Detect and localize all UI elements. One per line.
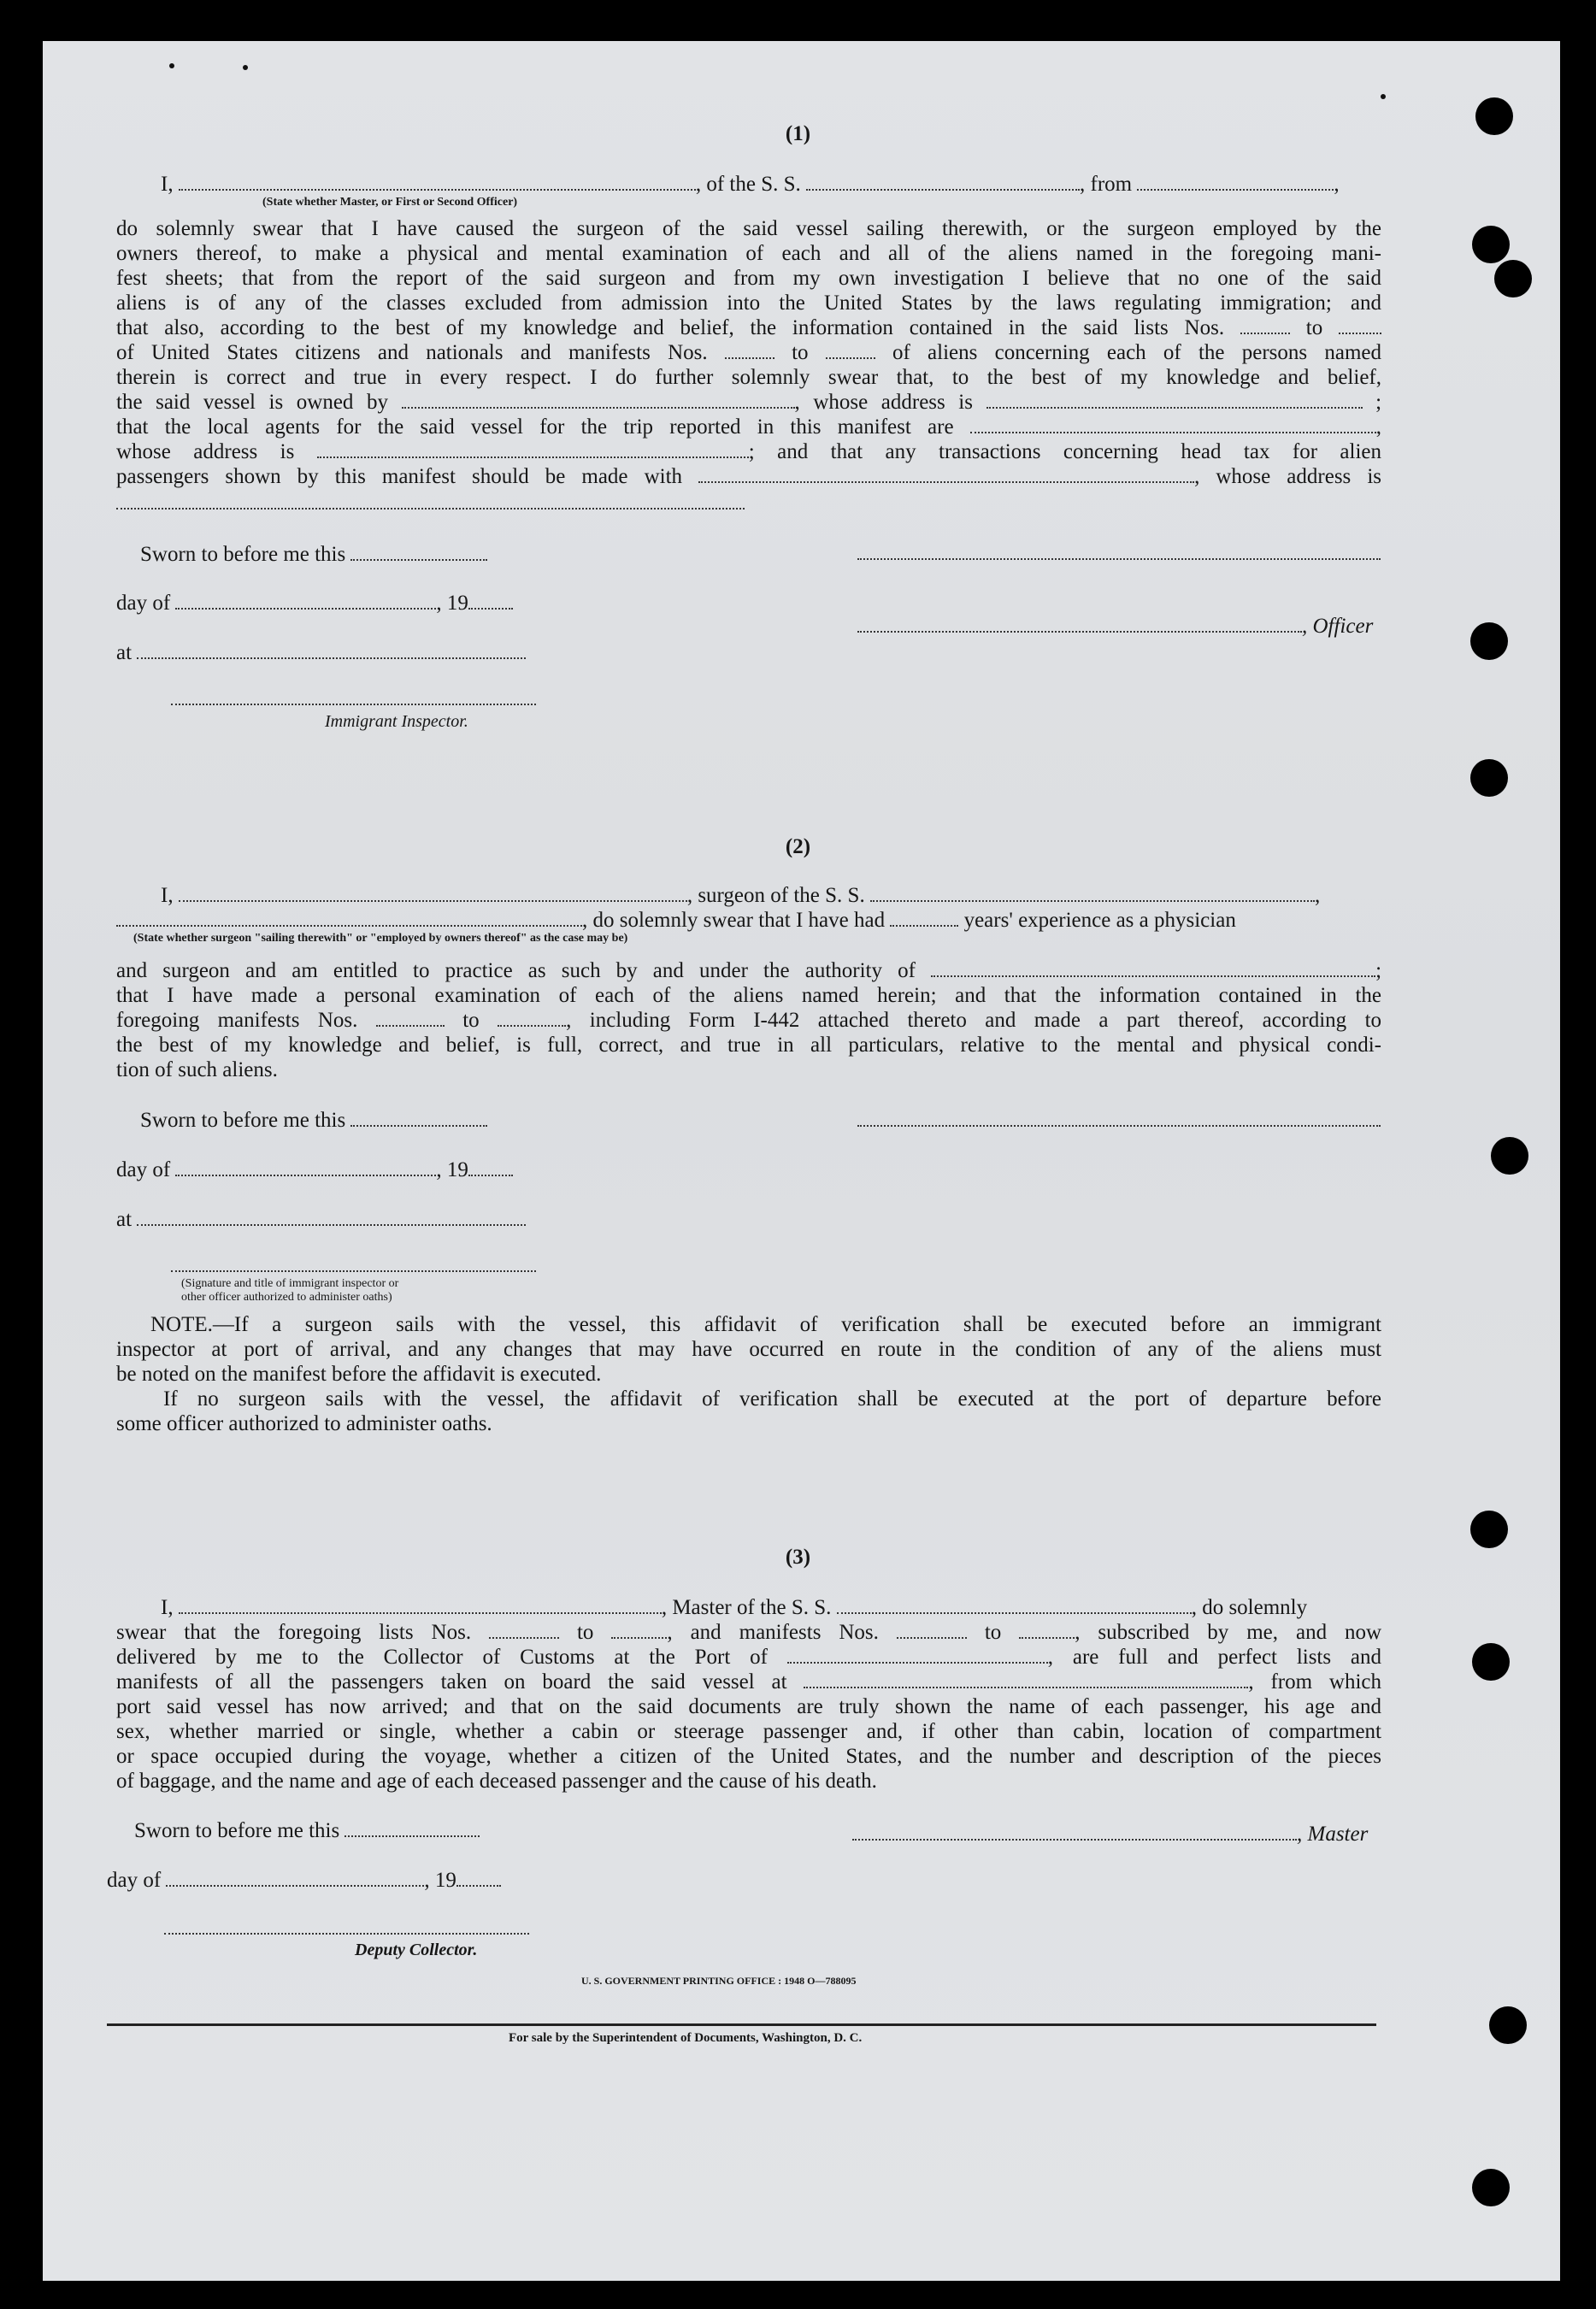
aff1-body-line: do solemnly swear that I have caused the surgeon of the said vessel sailing therewith, or the surgeon employed by the: [116, 217, 1381, 240]
aff1-passengers-text: passengers shown by this manifest should be made with: [116, 465, 683, 488]
year-prefix: , 19: [436, 1158, 468, 1181]
aff1-owned-text: the said vessel is owned by: [116, 391, 388, 414]
semicolon: ;: [1375, 959, 1382, 982]
officer-title-line[interactable]: [857, 616, 1302, 633]
lists-to-blank[interactable]: [1339, 317, 1381, 334]
master-name-blank[interactable]: [179, 1597, 662, 1614]
aff3-subscribed: , subscribed by me, and now: [1075, 1621, 1382, 1644]
aff1-body-line: fest sheets; that from the report of the said surgeon and from my own investigation I believe that no one of the said: [116, 267, 1381, 290]
year-prefix: , 19: [436, 592, 468, 615]
ink-speck: [1381, 94, 1386, 99]
officer-signature-line[interactable]: [857, 558, 1381, 560]
aff3-ship-blank[interactable]: [837, 1597, 1192, 1614]
note-line: be noted on the manifest before the affidavit is executed.: [116, 1363, 602, 1386]
aff2-sworn: [140, 1108, 487, 1133]
aff3-master-of: , Master of the S. S.: [661, 1596, 832, 1619]
inspector-label: Immigrant Inspector.: [325, 712, 468, 731]
owner-address-blank[interactable]: [986, 392, 1363, 409]
aff1-body-line: therein is correct and true in every respect. I do further solemnly swear that, to the best of my knowledge and belief,: [116, 366, 1381, 389]
note-line: some officer authorized to administer oaths.: [116, 1412, 492, 1435]
aff1-whose-address-text: whose address is: [116, 440, 295, 463]
year-blank[interactable]: [468, 1159, 513, 1176]
comma: ,: [1375, 415, 1382, 439]
aff1-from: , from: [1080, 173, 1133, 196]
aff3-manifests-text: , and manifests Nos.: [667, 1621, 879, 1644]
aff3-body-line: [116, 1620, 1381, 1645]
section-2-heading: (2): [785, 835, 811, 858]
deputy-signature-line[interactable]: [164, 1933, 529, 1935]
agents-blank[interactable]: [970, 416, 1376, 433]
aff3-boarded-text: manifests of all the passengers taken on board the said vessel at: [116, 1670, 787, 1693]
aff3-manifests-to-blank[interactable]: [1019, 1622, 1075, 1639]
aff1-day-of: [116, 591, 513, 616]
aff3-body-line: sex, whether married or single, whether a cabin or steerage passenger and, if other than cabin, location of compartment: [116, 1720, 1381, 1743]
to-word: to: [576, 1621, 594, 1644]
sale-notice: For sale by the Superintendent of Documents, Washington, D. C.: [509, 2031, 863, 2045]
deputy-label: Deputy Collector.: [355, 1941, 478, 1959]
comma: ,: [1314, 884, 1321, 907]
aff2-line1: [161, 883, 1320, 908]
aff1-body-line: [116, 415, 1381, 439]
manifests-to-blank[interactable]: [826, 342, 875, 359]
administering-officer-line[interactable]: [171, 1270, 536, 1272]
head-tax-party-blank[interactable]: [698, 466, 1194, 483]
semicolon: ;: [1375, 391, 1382, 414]
note-line: If no surgeon sails with the vessel, the affidavit of verification shall be executed at the port of departure before: [163, 1387, 1381, 1411]
from-port-blank[interactable]: [1137, 174, 1334, 191]
aff3-sworn: [134, 1818, 480, 1843]
owner-blank[interactable]: [402, 392, 795, 409]
aff2-body-line: the best of my knowledge and belief, is full, correct, and true in all particulars, relative to the mental and physical condi-: [116, 1034, 1381, 1057]
at-text: at: [116, 1208, 133, 1231]
aff3-manifests-from-blank[interactable]: [897, 1622, 967, 1639]
sworn-text: Sworn to before me this: [134, 1819, 340, 1842]
aff2-form-text: , including Form I-442 attached thereto and made a part thereof, according to: [566, 1009, 1382, 1032]
aff2-years: years' experience as a physician: [963, 909, 1236, 932]
aff3-master: [852, 1822, 1368, 1847]
aff2-authority-text: and surgeon and am entitled to practice as such by and under the authority of: [116, 959, 916, 982]
signature-note-1: (Signature and title of immigrant inspector or: [181, 1277, 399, 1290]
aff1-comma: ,: [1334, 173, 1340, 196]
aff1-at: [116, 640, 526, 665]
aff3-body-line: or space occupied during the voyage, whether a citizen of the United States, and the number and description of the pieces: [116, 1745, 1381, 1768]
punch-hole: [1472, 2169, 1510, 2206]
master-signature-line[interactable]: [852, 1823, 1297, 1841]
punch-hole: [1472, 1643, 1510, 1681]
aff1-agents-text: that the local agents for the said vessel for the trip reported in this manifest are: [116, 415, 954, 439]
aff3-body-line: [116, 1645, 1381, 1670]
year-blank[interactable]: [456, 1870, 501, 1887]
aff2-body-line: tion of such aliens.: [116, 1058, 278, 1081]
aff1-of-ss: , of the S. S.: [695, 173, 801, 196]
surgeon-name-blank[interactable]: [179, 885, 687, 902]
port-blank[interactable]: [787, 1646, 1048, 1664]
punch-hole: [1491, 1137, 1528, 1175]
aff1-head-tax: ; and that any transactions concerning head tax for alien: [748, 440, 1382, 463]
aff2-ship-blank[interactable]: [870, 885, 1315, 902]
aff1-whose-address-2: , whose address is: [1194, 465, 1381, 488]
aff2-manifest-from-blank[interactable]: [376, 1010, 445, 1027]
aff2-body-line: [116, 1008, 1381, 1033]
printing-office-imprint: U. S. GOVERNMENT PRINTING OFFICE : 1948 O—788095: [581, 1975, 857, 1987]
punch-hole: [1494, 260, 1532, 297]
aff2-manifests-text: foregoing manifests Nos.: [116, 1009, 358, 1032]
year-prefix: , 19: [424, 1869, 456, 1892]
sworn-date-blank[interactable]: [350, 1110, 487, 1127]
aff2-at: [116, 1207, 526, 1232]
aff1-whose-address: , whose address is: [794, 391, 973, 414]
to-word: to: [792, 341, 809, 364]
punch-hole: [1470, 759, 1508, 797]
aff3-body-line: of baggage, and the name and age of each deceased passenger and the cause of his death.: [116, 1770, 877, 1793]
day-blank[interactable]: [175, 592, 436, 610]
aff1-body-line: [116, 439, 1381, 464]
aff1-body-line: [116, 464, 1381, 489]
years-blank[interactable]: [890, 910, 958, 927]
aff3-solemnly: , do solemnly: [1191, 1596, 1308, 1619]
sworn-text: Sworn to before me this: [140, 543, 346, 566]
aff2-manifest-to-blank[interactable]: [498, 1010, 566, 1027]
aff1-officer: [857, 614, 1373, 639]
aff2-surgeon-of: , surgeon of the S. S.: [686, 884, 865, 907]
aff3-body-line: port said vessel has now arrived; and that on the said documents are truly shown the name of each passenger, his age and: [116, 1695, 1381, 1718]
day-of-text: day of: [107, 1869, 162, 1892]
aff3-perfect: , are full and perfect lists and: [1047, 1646, 1382, 1669]
aff2-body: [116, 958, 1381, 1082]
note-line: inspector at port of arrival, and any changes that may have occurred en route in the condition of any of the aliens must: [116, 1338, 1381, 1361]
aff3-lists-from-blank[interactable]: [489, 1622, 559, 1639]
punch-hole: [1470, 1511, 1508, 1548]
punch-hole: [1472, 226, 1510, 263]
aff2-i: I,: [161, 884, 174, 907]
place-blank[interactable]: [137, 642, 526, 659]
footer-rule: [107, 2023, 1376, 2026]
lists-from-blank[interactable]: [1240, 317, 1290, 334]
punch-hole: [1489, 2006, 1527, 2044]
agents-address-blank[interactable]: [317, 441, 749, 458]
manifests-from-blank[interactable]: [725, 342, 774, 359]
aff1-i: I,: [161, 173, 174, 196]
inspector-signature-line[interactable]: [171, 704, 536, 705]
surgeon-signature-line[interactable]: [857, 1125, 1381, 1127]
officer-label: , Officer: [1302, 615, 1374, 638]
aff3-lists-text: swear that the foregoing lists Nos.: [116, 1621, 472, 1644]
aff1-body: [116, 216, 1381, 489]
punch-hole: [1470, 622, 1508, 660]
day-of-text: day of: [116, 1158, 171, 1181]
officer-name-blank[interactable]: [179, 174, 696, 191]
sworn-text: Sworn to before me this: [140, 1109, 346, 1132]
aff1-body-line: owners thereof, to make a physical and mental examination of each and all of the aliens named in the foregoing mani-: [116, 242, 1381, 265]
authority-blank[interactable]: [931, 960, 1375, 977]
boarding-port-blank[interactable]: [804, 1671, 1248, 1688]
year-blank[interactable]: [468, 592, 513, 610]
aff2-body-line: [116, 958, 1381, 983]
aff1-of-aliens: of aliens concerning each of the persons named: [892, 341, 1382, 364]
at-text: at: [116, 641, 133, 664]
to-word: to: [462, 1009, 480, 1032]
aff1-body-line: [116, 390, 1381, 415]
aff1-manifests-text: of United States citizens and nationals and manifests Nos.: [116, 341, 708, 364]
signature-note-2: other officer authorized to administer oaths): [181, 1291, 392, 1304]
ink-speck: [169, 63, 174, 68]
day-blank[interactable]: [166, 1870, 424, 1887]
to-word: to: [1305, 316, 1323, 339]
aff2-line2: [116, 908, 1236, 933]
aff3-body: [116, 1620, 1381, 1794]
note-block: [116, 1312, 1381, 1436]
section-3-heading: (3): [785, 1546, 811, 1569]
aff1-body-line: aliens is of any of the classes excluded from admission into the United States by the laws regulating immigration; and: [116, 292, 1381, 315]
aff2-swear: , do solemnly swear that I have had: [582, 909, 886, 932]
aff2-day-of: [116, 1157, 513, 1182]
aff1-lists-text: that also, according to the best of my knowledge and belief, the information contained in the said lists Nos.: [116, 316, 1225, 339]
aff1-body-line: [116, 315, 1381, 340]
aff3-line1: [161, 1595, 1307, 1620]
aff1-body-line: [116, 340, 1381, 365]
aff1-line1: [161, 172, 1340, 197]
aff2-body-line: that I have made a personal examination of each of the aliens named herein; and that the information contained in the: [116, 984, 1381, 1007]
ship-name-blank[interactable]: [806, 174, 1080, 191]
section-1-heading: (1): [785, 122, 811, 145]
to-word: to: [984, 1621, 1002, 1644]
sworn-date-blank[interactable]: [350, 544, 487, 561]
ink-speck: [243, 65, 248, 70]
officer-note: (State whether Master, or First or Second Officer): [262, 196, 518, 209]
aff3-collector-text: delivered by me to the Collector of Customs at the Port of: [116, 1646, 768, 1669]
surgeon-type-blank[interactable]: [116, 910, 582, 927]
aff3-body-line: [116, 1670, 1381, 1694]
note-line: NOTE.—If a surgeon sails with the vessel, this affidavit of verification shall be executed before an immigrant: [150, 1313, 1381, 1336]
aff3-day-of: [107, 1868, 501, 1893]
aff3-i: I,: [161, 1596, 174, 1619]
surgeon-note: (State whether surgeon "sailing therewith" or "employed by owners thereof" as the case may be): [133, 932, 628, 945]
aff3-from-which: , from which: [1248, 1670, 1382, 1693]
day-blank[interactable]: [175, 1159, 436, 1176]
aff1-sworn: [140, 542, 487, 567]
day-of-text: day of: [116, 592, 171, 615]
master-label: , Master: [1297, 1823, 1369, 1846]
address-continuation-blank[interactable]: [116, 508, 745, 510]
aff3-lists-to-blank[interactable]: [611, 1622, 667, 1639]
place-blank[interactable]: [137, 1209, 526, 1226]
sworn-date-blank[interactable]: [345, 1820, 480, 1837]
